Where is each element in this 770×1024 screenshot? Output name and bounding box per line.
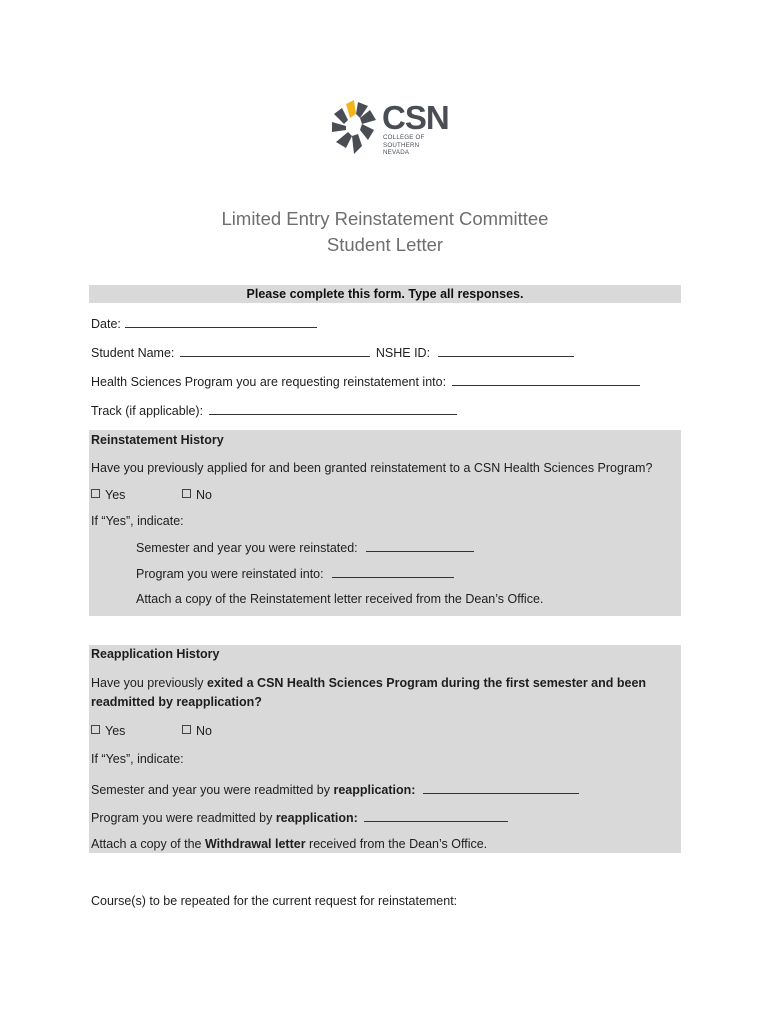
- reinstated-semester-label: Semester and year you were reinstated:: [136, 541, 358, 555]
- reinstatement-yes-option[interactable]: [91, 487, 125, 503]
- reapplication-question-line2: readmitted by reapplication?: [91, 695, 262, 709]
- attach-bold: Withdrawal letter: [204, 837, 306, 851]
- track-row: [91, 402, 457, 419]
- reapplication-question-line1: [91, 675, 646, 691]
- attach-pre: Attach a copy of the: [91, 837, 205, 851]
- readmitted-semester-field[interactable]: [423, 781, 579, 794]
- readmitted-program-row: [91, 809, 508, 826]
- page-title: Limited Entry Reinstatement Committee: [221, 208, 549, 229]
- logo-sub-line1: COLLEGE OF: [383, 134, 425, 141]
- date-row: [91, 315, 317, 332]
- track-label: Track (if applicable):: [91, 404, 204, 418]
- date-field[interactable]: [125, 315, 317, 328]
- checkbox-icon[interactable]: [182, 489, 191, 498]
- logo-sub-line2: SOUTHERN NEVADA: [383, 141, 420, 156]
- readmitted-semester-bold: reapplication:: [333, 783, 416, 797]
- reinstated-program-field[interactable]: [332, 565, 454, 578]
- reapplication-section: [89, 645, 681, 853]
- yes-label: Yes: [105, 488, 126, 502]
- no-label: No: [196, 724, 212, 738]
- reinstated-program-label: Program you were reinstated into:: [136, 567, 324, 581]
- nshe-id-label: NSHE ID:: [375, 346, 431, 360]
- reinstated-program-row: [136, 565, 454, 582]
- program-label: Health Sciences Program you are requesting reinstatement into:: [91, 375, 447, 389]
- nshe-id-field[interactable]: [438, 344, 574, 357]
- reinstatement-section: [89, 430, 681, 616]
- student-name-label: Student Name:: [91, 346, 175, 360]
- reapplication-attach: [91, 836, 487, 852]
- csn-star-logo-icon: [330, 100, 382, 156]
- reinstatement-attach: Attach a copy of the Reinstatement letter received from the Dean’s Office.: [136, 592, 544, 606]
- logo-subtitle: [383, 134, 440, 157]
- question-pre: Have you previously: [91, 676, 208, 690]
- readmitted-semester-label: Semester and year you were readmitted by: [91, 783, 334, 797]
- readmitted-program-bold: reapplication:: [275, 811, 358, 825]
- readmitted-semester-row: [91, 781, 579, 798]
- reapplication-yes-option[interactable]: [91, 723, 125, 739]
- csn-logo: [330, 99, 449, 156]
- student-name-field[interactable]: [180, 344, 370, 357]
- track-field[interactable]: [209, 402, 457, 415]
- student-row: [91, 344, 574, 361]
- checkbox-icon[interactable]: [91, 489, 100, 498]
- checkbox-icon[interactable]: [91, 725, 100, 734]
- courses-label: Course(s) to be repeated for the current request for reinstatement:: [91, 894, 458, 908]
- reapplication-heading: Reapplication History: [91, 647, 220, 661]
- reinstatement-question: Have you previously applied for and been granted reinstatement to a CSN Health Sciences Program?: [91, 461, 653, 475]
- reinstatement-if-yes: If “Yes”, indicate:: [91, 514, 184, 528]
- date-label: Date:: [91, 317, 121, 331]
- reapplication-no-option[interactable]: [182, 723, 212, 739]
- readmitted-program-field[interactable]: [364, 809, 508, 822]
- no-label: No: [196, 488, 212, 502]
- question-bold-1: exited a CSN Health Sciences Program during the first semester and been: [207, 676, 647, 690]
- reinstatement-heading: Reinstatement History: [91, 433, 224, 447]
- reinstated-semester-row: [136, 539, 474, 556]
- checkbox-icon[interactable]: [182, 725, 191, 734]
- readmitted-program-label: Program you were readmitted by: [91, 811, 276, 825]
- attach-post: received from the Dean’s Office.: [305, 837, 488, 851]
- reapplication-if-yes: If “Yes”, indicate:: [91, 752, 184, 766]
- program-field[interactable]: [452, 373, 640, 386]
- reinstated-semester-field[interactable]: [366, 539, 474, 552]
- page-subtitle: Student Letter: [326, 234, 444, 255]
- program-row: [91, 373, 640, 390]
- logo-wordmark: CSN: [382, 99, 449, 136]
- instructions-banner: Please complete this form. Type all responses.: [89, 285, 681, 303]
- reinstatement-no-option[interactable]: [182, 487, 212, 503]
- yes-label: Yes: [105, 724, 126, 738]
